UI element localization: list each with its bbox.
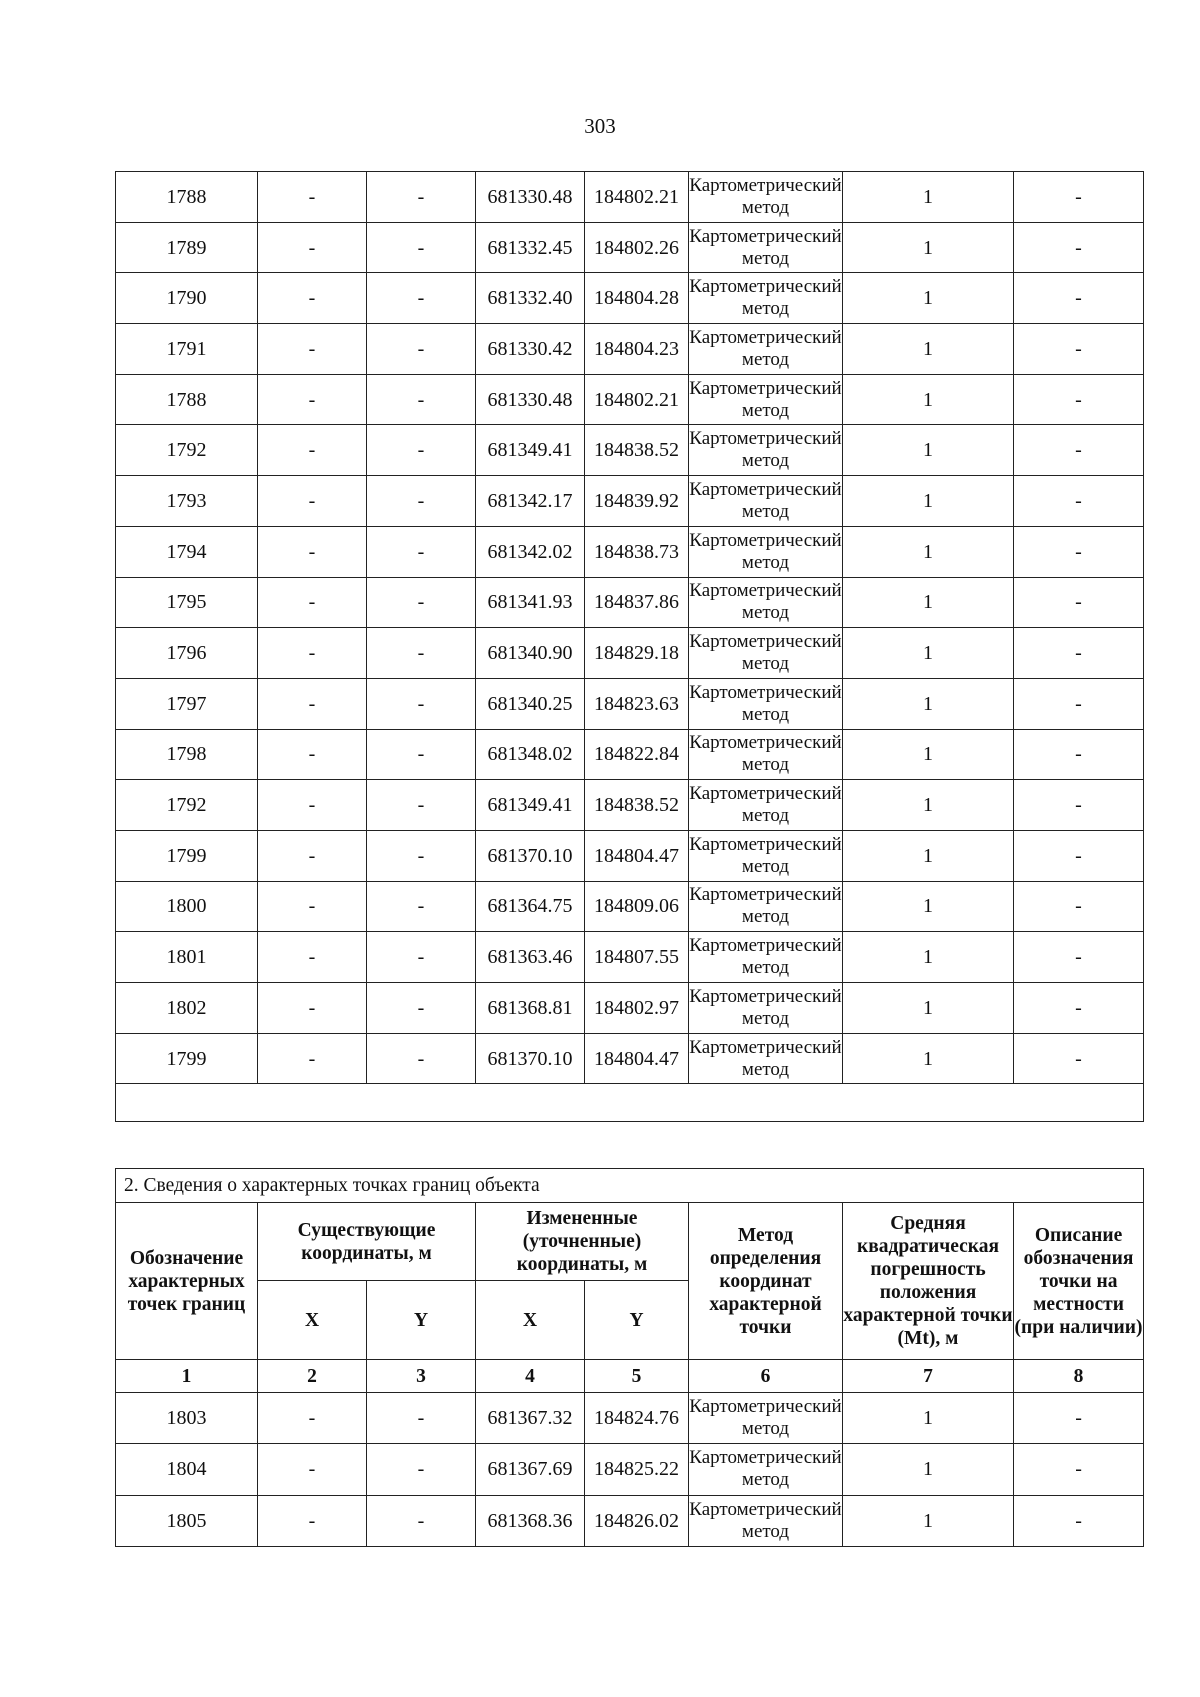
table-cell: 1 bbox=[843, 780, 1014, 831]
table-cell: 681368.81 bbox=[476, 983, 585, 1034]
table-cell: 1 bbox=[843, 932, 1014, 983]
table-cell: Картометрический метод bbox=[689, 1495, 843, 1546]
table-cell: - bbox=[367, 1495, 476, 1546]
table-cell: - bbox=[258, 678, 367, 729]
table-cell: 1 bbox=[843, 881, 1014, 932]
table-cell: - bbox=[258, 273, 367, 324]
table-cell: - bbox=[1014, 273, 1144, 324]
table-cell: - bbox=[1014, 222, 1144, 273]
table-cell: - bbox=[1014, 881, 1144, 932]
table-cell: 681330.48 bbox=[476, 374, 585, 425]
table-row bbox=[116, 324, 1144, 375]
table-row bbox=[116, 1495, 1144, 1546]
table-cell: 681342.02 bbox=[476, 526, 585, 577]
table-row bbox=[116, 172, 1144, 223]
table-cell: 1 bbox=[843, 526, 1014, 577]
table-cell: - bbox=[258, 476, 367, 527]
table-row bbox=[116, 577, 1144, 628]
header-method: Метод определения координат характерной точки bbox=[689, 1203, 843, 1360]
table-cell: - bbox=[258, 222, 367, 273]
table-cell: 1 bbox=[843, 729, 1014, 780]
table-row bbox=[116, 678, 1144, 729]
header-changed-x: X bbox=[476, 1281, 585, 1360]
table-row bbox=[116, 425, 1144, 476]
table-cell: 184804.28 bbox=[585, 273, 689, 324]
table-cell: - bbox=[258, 830, 367, 881]
column-number: 8 bbox=[1014, 1360, 1144, 1393]
table-cell: - bbox=[367, 983, 476, 1034]
table-cell: 1802 bbox=[116, 983, 258, 1034]
table-cell: Картометрический метод bbox=[689, 983, 843, 1034]
table-cell: 184804.47 bbox=[585, 830, 689, 881]
table-cell: - bbox=[258, 577, 367, 628]
table-cell: 681342.17 bbox=[476, 476, 585, 527]
table-cell: - bbox=[258, 628, 367, 679]
table-cell: Картометрический метод bbox=[689, 222, 843, 273]
table-cell: - bbox=[258, 526, 367, 577]
table-cell: 1 bbox=[843, 983, 1014, 1034]
table-cell: 184822.84 bbox=[585, 729, 689, 780]
table-cell: 681341.93 bbox=[476, 577, 585, 628]
table-cell: 184809.06 bbox=[585, 881, 689, 932]
boundary-points-table-body bbox=[116, 1393, 1144, 1547]
table-cell: - bbox=[1014, 172, 1144, 223]
table-cell: - bbox=[1014, 1495, 1144, 1546]
table-cell: 1792 bbox=[116, 780, 258, 831]
table-cell: - bbox=[1014, 830, 1144, 881]
table-cell: - bbox=[367, 476, 476, 527]
table-row bbox=[116, 476, 1144, 527]
table-cell: 184838.52 bbox=[585, 425, 689, 476]
table-cell: Картометрический метод bbox=[689, 1444, 843, 1495]
table-cell: - bbox=[258, 374, 367, 425]
table-cell: - bbox=[367, 1444, 476, 1495]
table-cell: 681330.48 bbox=[476, 172, 585, 223]
table-cell: Картометрический метод bbox=[689, 932, 843, 983]
table-cell: Картометрический метод bbox=[689, 425, 843, 476]
table-cell: 681340.90 bbox=[476, 628, 585, 679]
table-cell: 184837.86 bbox=[585, 577, 689, 628]
table-cell: 1795 bbox=[116, 577, 258, 628]
table-cell: 184804.23 bbox=[585, 324, 689, 375]
table-cell: 184802.21 bbox=[585, 374, 689, 425]
table-cell: 1 bbox=[843, 425, 1014, 476]
table-cell: 1 bbox=[843, 476, 1014, 527]
table-cell: 1791 bbox=[116, 324, 258, 375]
header-designation: Обозначение характерных точек границ bbox=[116, 1203, 258, 1360]
table-cell: 681367.32 bbox=[476, 1393, 585, 1444]
table-cell: - bbox=[258, 172, 367, 223]
column-number: 6 bbox=[689, 1360, 843, 1393]
table-cell: 1 bbox=[843, 1495, 1014, 1546]
table-cell: 1788 bbox=[116, 172, 258, 223]
table-row bbox=[116, 983, 1144, 1034]
table-cell: - bbox=[1014, 678, 1144, 729]
table-cell: 1804 bbox=[116, 1444, 258, 1495]
table-cell: 184838.52 bbox=[585, 780, 689, 831]
table-cell: 1789 bbox=[116, 222, 258, 273]
table-cell: - bbox=[367, 324, 476, 375]
table-cell: Картометрический метод bbox=[689, 628, 843, 679]
table-cell: - bbox=[367, 830, 476, 881]
table-cell: - bbox=[1014, 476, 1144, 527]
table-cell: 681364.75 bbox=[476, 881, 585, 932]
table-cell: 184802.26 bbox=[585, 222, 689, 273]
header-changed-coordinates: Измененные (уточненные) координаты, м bbox=[476, 1203, 689, 1281]
table-row bbox=[116, 1033, 1144, 1084]
table-cell: 1 bbox=[843, 628, 1014, 679]
table-cell: 1 bbox=[843, 1033, 1014, 1084]
table-cell: - bbox=[258, 1393, 367, 1444]
table-cell: 681367.69 bbox=[476, 1444, 585, 1495]
empty-row bbox=[116, 1084, 1144, 1122]
table-cell: - bbox=[258, 1033, 367, 1084]
table-cell: - bbox=[367, 1393, 476, 1444]
table-cell: - bbox=[258, 983, 367, 1034]
table-cell: 681332.40 bbox=[476, 273, 585, 324]
header-changed-y: Y bbox=[585, 1281, 689, 1360]
table-row bbox=[116, 526, 1144, 577]
table-cell: - bbox=[258, 1444, 367, 1495]
table-cell: - bbox=[258, 780, 367, 831]
table-cell: - bbox=[1014, 1444, 1144, 1495]
table-cell: - bbox=[367, 374, 476, 425]
table-cell: 1 bbox=[843, 222, 1014, 273]
table-cell: Картометрический метод bbox=[689, 881, 843, 932]
table-cell: Картометрический метод bbox=[689, 476, 843, 527]
table-cell: Картометрический метод bbox=[689, 374, 843, 425]
table-cell: 1799 bbox=[116, 830, 258, 881]
table-cell: 1 bbox=[843, 172, 1014, 223]
table-cell: 681370.10 bbox=[476, 1033, 585, 1084]
table-cell: 681349.41 bbox=[476, 425, 585, 476]
table-cell: - bbox=[258, 324, 367, 375]
table-cell: - bbox=[367, 1033, 476, 1084]
table-cell: - bbox=[1014, 983, 1144, 1034]
table-cell: - bbox=[367, 678, 476, 729]
table-cell: 1797 bbox=[116, 678, 258, 729]
table-cell: Картометрический метод bbox=[689, 324, 843, 375]
header-mean-error: Средняя квадратическая погрешность положения характерной точки (Mt), м bbox=[843, 1203, 1014, 1360]
table-cell: 184824.76 bbox=[585, 1393, 689, 1444]
table-row bbox=[116, 1393, 1144, 1444]
table-cell: 1788 bbox=[116, 374, 258, 425]
table-cell: 1 bbox=[843, 678, 1014, 729]
table-cell: 184825.22 bbox=[585, 1444, 689, 1495]
table-cell: 1796 bbox=[116, 628, 258, 679]
table-cell: - bbox=[367, 729, 476, 780]
table-cell: 1 bbox=[843, 374, 1014, 425]
table-cell: 1790 bbox=[116, 273, 258, 324]
table-cell: Картометрический метод bbox=[689, 1033, 843, 1084]
table-cell: 681368.36 bbox=[476, 1495, 585, 1546]
table-cell: 184826.02 bbox=[585, 1495, 689, 1546]
table-cell: 1 bbox=[843, 324, 1014, 375]
table-cell: 681340.25 bbox=[476, 678, 585, 729]
header-description: Описание обозначения точки на местности (при наличии) bbox=[1014, 1203, 1144, 1360]
table-cell: - bbox=[1014, 526, 1144, 577]
table-cell: 681349.41 bbox=[476, 780, 585, 831]
coordinates-table-body bbox=[116, 172, 1144, 1122]
table-cell: - bbox=[1014, 729, 1144, 780]
table-cell: 1803 bbox=[116, 1393, 258, 1444]
table-cell: Картометрический метод bbox=[689, 678, 843, 729]
table-cell: - bbox=[367, 780, 476, 831]
column-number: 2 bbox=[258, 1360, 367, 1393]
column-number: 4 bbox=[476, 1360, 585, 1393]
table-cell: 1799 bbox=[116, 1033, 258, 1084]
table-cell: 184802.21 bbox=[585, 172, 689, 223]
table-cell: - bbox=[1014, 1393, 1144, 1444]
column-number: 1 bbox=[116, 1360, 258, 1393]
table-cell: - bbox=[367, 425, 476, 476]
table-row bbox=[116, 881, 1144, 932]
table-row bbox=[116, 932, 1144, 983]
table-cell: - bbox=[1014, 628, 1144, 679]
table-cell: - bbox=[1014, 425, 1144, 476]
table-cell: - bbox=[258, 729, 367, 780]
table-row bbox=[116, 628, 1144, 679]
table-cell: 681370.10 bbox=[476, 830, 585, 881]
table-cell: 681348.02 bbox=[476, 729, 585, 780]
table-row bbox=[116, 729, 1144, 780]
table-title: 2. Сведения о характерных точках границ объекта bbox=[116, 1169, 1144, 1203]
table-cell: Картометрический метод bbox=[689, 172, 843, 223]
table-cell: Картометрический метод bbox=[689, 273, 843, 324]
table-cell: 1 bbox=[843, 1444, 1014, 1495]
table-row bbox=[116, 1444, 1144, 1495]
table-row bbox=[116, 374, 1144, 425]
table-cell: 184838.73 bbox=[585, 526, 689, 577]
table-row bbox=[116, 222, 1144, 273]
table-row bbox=[116, 273, 1144, 324]
header-existing-y: Y bbox=[367, 1281, 476, 1360]
table-cell: 184829.18 bbox=[585, 628, 689, 679]
table-cell: - bbox=[258, 932, 367, 983]
column-numbers-row bbox=[116, 1360, 1144, 1393]
table-row bbox=[116, 780, 1144, 831]
table-cell: Картометрический метод bbox=[689, 577, 843, 628]
empty-cell bbox=[116, 1084, 1144, 1122]
table-cell: 1794 bbox=[116, 526, 258, 577]
table-row bbox=[116, 830, 1144, 881]
column-number: 3 bbox=[367, 1360, 476, 1393]
table-cell: - bbox=[367, 577, 476, 628]
table-cell: 1798 bbox=[116, 729, 258, 780]
column-number: 5 bbox=[585, 1360, 689, 1393]
table-cell: - bbox=[367, 881, 476, 932]
table-cell: - bbox=[367, 932, 476, 983]
table-cell: 184804.47 bbox=[585, 1033, 689, 1084]
table-cell: - bbox=[1014, 374, 1144, 425]
table-cell: 184839.92 bbox=[585, 476, 689, 527]
table-cell: 1 bbox=[843, 1393, 1014, 1444]
table-cell: 681330.42 bbox=[476, 324, 585, 375]
table-cell: - bbox=[1014, 324, 1144, 375]
table-cell: - bbox=[367, 222, 476, 273]
table-cell: 1801 bbox=[116, 932, 258, 983]
table-cell: 184802.97 bbox=[585, 983, 689, 1034]
table-cell: 1800 bbox=[116, 881, 258, 932]
table-cell: 681363.46 bbox=[476, 932, 585, 983]
page-number: 303 bbox=[584, 114, 616, 138]
table-cell: Картометрический метод bbox=[689, 526, 843, 577]
table-cell: Картометрический метод bbox=[689, 830, 843, 881]
table-cell: Картометрический метод bbox=[689, 780, 843, 831]
table-cell: 1792 bbox=[116, 425, 258, 476]
header-existing-x: X bbox=[258, 1281, 367, 1360]
table-cell: - bbox=[1014, 577, 1144, 628]
table-cell: - bbox=[1014, 780, 1144, 831]
table-cell: 184807.55 bbox=[585, 932, 689, 983]
boundary-points-table bbox=[115, 1168, 1144, 1547]
table-cell: 184823.63 bbox=[585, 678, 689, 729]
column-number: 7 bbox=[843, 1360, 1014, 1393]
table-cell: - bbox=[258, 425, 367, 476]
table-cell: Картометрический метод bbox=[689, 1393, 843, 1444]
table-cell: 681332.45 bbox=[476, 222, 585, 273]
table-cell: 1 bbox=[843, 273, 1014, 324]
table-cell: 1 bbox=[843, 830, 1014, 881]
coordinates-table-continued bbox=[115, 171, 1144, 1122]
table-cell: 1793 bbox=[116, 476, 258, 527]
table-cell: 1 bbox=[843, 577, 1014, 628]
header-existing-coordinates: Существующие координаты, м bbox=[258, 1203, 476, 1281]
table-cell: - bbox=[367, 526, 476, 577]
table-cell: Картометрический метод bbox=[689, 729, 843, 780]
table-cell: - bbox=[367, 628, 476, 679]
table-cell: - bbox=[258, 881, 367, 932]
table-cell: - bbox=[1014, 932, 1144, 983]
table-cell: - bbox=[367, 273, 476, 324]
table-cell: - bbox=[258, 1495, 367, 1546]
table-cell: 1805 bbox=[116, 1495, 258, 1546]
table-cell: - bbox=[367, 172, 476, 223]
table-cell: - bbox=[1014, 1033, 1144, 1084]
